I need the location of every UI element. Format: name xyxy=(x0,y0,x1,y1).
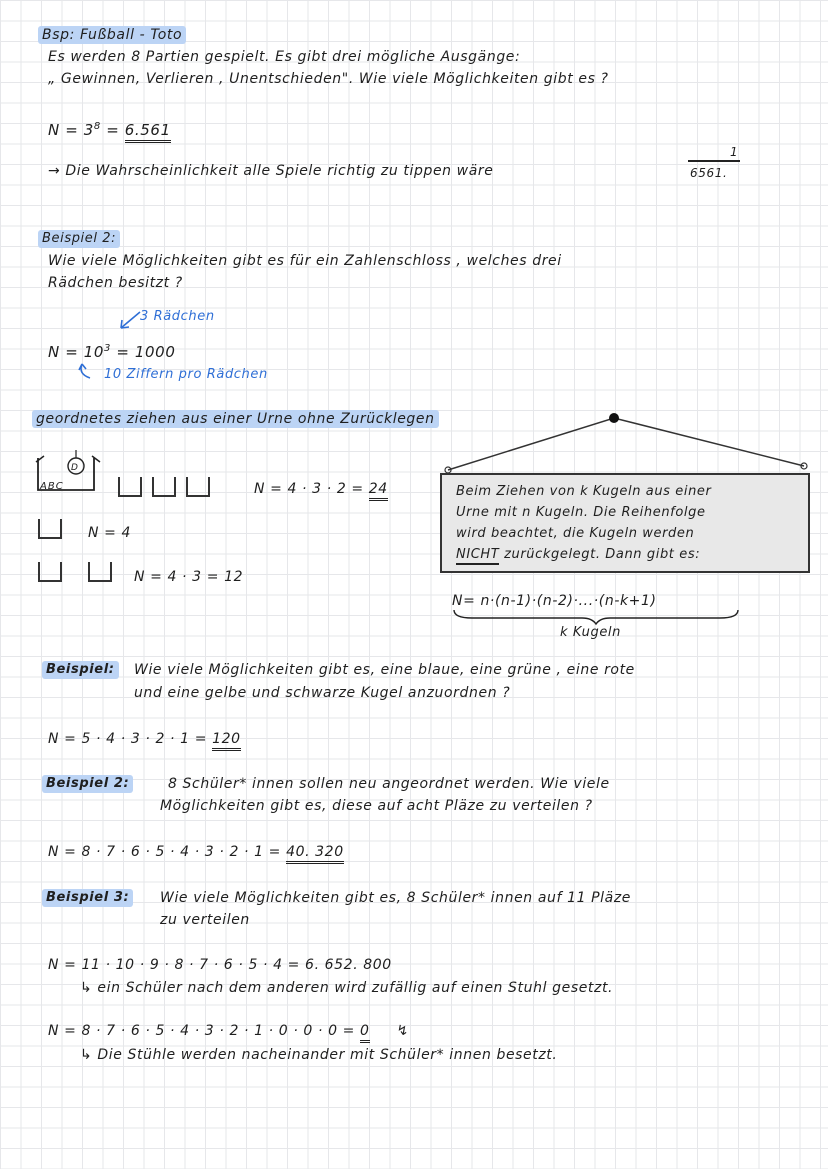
ex5-note2: ↳ Die Stühle werden nacheinander mit Schüler* innen besetzt. xyxy=(80,1047,558,1063)
beispiel-3-label: Beispiel 3: xyxy=(42,889,133,907)
n-4: N = 4 xyxy=(88,525,132,541)
ex4-formula: N = 8 · 7 · 6 · 5 · 4 · 3 · 2 · 1 = 40. 320 xyxy=(48,843,344,861)
box-line3: wird beachtet, die Kugeln werden xyxy=(456,526,695,541)
frame-hanger xyxy=(436,408,816,480)
ex4-line2: Möglichkeiten gibt es, diese auf acht Pläze zu verteilen ? xyxy=(160,798,593,814)
ex3-line1: Wie viele Möglichkeiten gibt es, eine blaue, eine grüne , eine rote xyxy=(134,662,635,678)
ex5-formula2: N = 8 · 7 · 6 · 5 · 4 · 3 · 2 · 1 · 0 · 0 · 0 = 0 ↯ xyxy=(48,1022,409,1040)
slot-3 xyxy=(186,477,210,497)
ex2-note-bottom: 10 Ziffern pro Rädchen xyxy=(104,367,268,382)
info-box xyxy=(440,473,810,573)
heading-beispiel-2: Beispiel 2: xyxy=(38,230,120,248)
ex5-formula1: N = 11 · 10 · 9 · 8 · 7 · 6 · 5 · 4 = 6. 652. 800 xyxy=(48,957,392,973)
single-slot xyxy=(38,519,62,539)
ex1-formula: $N = 3^8 = 6.561$ xyxy=(48,118,171,139)
ex2-note-top: 3 Rädchen xyxy=(140,309,215,324)
ex5-line2: zu verteilen xyxy=(160,912,250,928)
slot-1 xyxy=(118,477,142,497)
ex4-line1: 8 Schüler* innen sollen neu angeordnet werden. Wie viele xyxy=(168,776,610,792)
box-line4: NICHT zurückgelegt. Dann gibt es: xyxy=(456,546,700,564)
ex1-frac-den: 6561. xyxy=(690,166,728,180)
ex2-line1: Wie viele Möglichkeiten gibt es für ein Zahlenschloss , welches drei xyxy=(48,253,562,269)
curved-arrow-icon xyxy=(76,360,102,386)
ex3-line2: und eine gelbe und schwarze Kugel anzuordnen ? xyxy=(134,685,511,701)
urn-ball-label: D xyxy=(71,463,79,473)
ex2-line2: Rädchen besitzt ? xyxy=(48,275,183,291)
n-24-formula: N = 4 · 3 · 2 = 24 xyxy=(254,480,388,498)
box-line1: Beim Ziehen von k Kugeln aus einer xyxy=(456,484,712,499)
ex1-line1: Es werden 8 Partien gespielt. Es gibt drei mögliche Ausgänge: xyxy=(48,49,521,65)
ex1-line2: „ Gewinnen, Verlieren , Unentschieden". Wie viele Möglichkeiten gibt es ? xyxy=(48,71,609,87)
n-12: N = 4 · 3 = 12 xyxy=(134,569,244,585)
urn-label: ABC xyxy=(40,481,64,492)
ex2-formula: $N = 10^3 = 1000$ xyxy=(48,343,176,361)
formula-note: k Kugeln xyxy=(560,625,621,640)
ex1-probability-text: → Die Wahrscheinlichkeit alle Spiele richtig zu tippen wäre xyxy=(48,163,494,179)
double-slot-2 xyxy=(88,562,112,582)
box-line2: Urne mit n Kugeln. Die Reihenfolge xyxy=(456,505,706,520)
heading-fussball-toto: Bsp: Fußball - Toto xyxy=(38,26,186,44)
section-heading: geordnetes ziehen aus einer Urne ohne Zurücklegen xyxy=(32,410,439,428)
ex5-note1: ↳ ein Schüler nach dem anderen wird zufällig auf einen Stuhl gesetzt. xyxy=(80,980,614,996)
lightning-icon: ↯ xyxy=(396,1023,409,1039)
fraction-bar xyxy=(688,160,740,162)
ex1-result: 6.561 xyxy=(125,121,171,143)
ex1-frac-num: 1 xyxy=(730,145,739,159)
ex3-formula: N = 5 · 4 · 3 · 2 · 1 = 120 xyxy=(48,730,241,748)
beispiel-2-label: Beispiel 2: xyxy=(42,775,133,793)
slot-2 xyxy=(152,477,176,497)
beispiel-label: Beispiel: xyxy=(42,661,119,679)
ex5-line1: Wie viele Möglichkeiten gibt es, 8 Schüler* innen auf 11 Pläze xyxy=(160,890,632,906)
double-slot-1 xyxy=(38,562,62,582)
general-formula: N= n·(n-1)·(n-2)·...·(n-k+1) xyxy=(452,593,657,609)
